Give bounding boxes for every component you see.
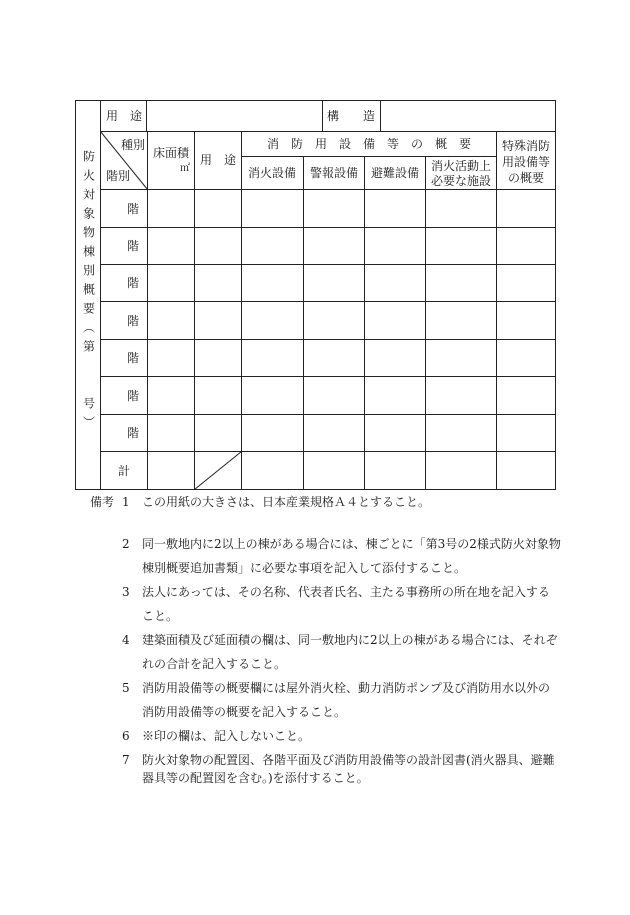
note-line: 棟別概要追加書類」に必要な事項を記入して添付すること。 [142,561,467,575]
note-body [136,537,561,585]
type-label: 種別 [121,138,146,152]
note-body [136,585,560,633]
note-body [136,633,560,681]
note-line: 消防用設備等の概要を記入すること。 [142,705,347,719]
extinguishing-label: 消火設備 [247,166,297,180]
note-line: 建築面積及び延面積の欄は、同一敷地内に2以上の棟がある場合には、それぞ [142,633,558,647]
note-6 [90,729,560,753]
note-5 [90,681,560,729]
floor-area-label: 床面積 [152,146,190,160]
note-line: ※印の欄は、記入しないこと。 [142,729,311,743]
floor-row-2: 階 [127,239,140,253]
floor-row-6: 階 [127,389,140,403]
side-title [80,150,96,438]
note-line: 法人にあっては、その名称、代表者氏名、主たる事務所の所在地を記入する [142,585,550,599]
notes-section [90,495,560,793]
note-body [136,729,560,753]
floor-label: 階別 [106,169,131,183]
alarm-label: 警報設備 [309,166,359,180]
firefighting-label-line1: 消火活動上 [430,159,492,173]
floor-row-7: 階 [127,426,140,440]
note-body [136,753,560,793]
note-line: 同一敷地内に2以上の棟がある場合には、棟ごとに「第3号の2様式防火対象物 [142,537,561,551]
floor-row-3: 階 [127,276,140,290]
special-label-line1: 特殊消防 [501,139,551,153]
note-body [136,681,560,729]
floor-row-5: 階 [127,351,140,365]
header-use-label: 用 途 [199,153,237,167]
note-number: 5 [122,681,130,695]
floor-row-4: 階 [127,314,140,328]
firefighting-label-line2: 必要な施設 [430,174,492,188]
note-number: 7 [122,753,130,767]
fire-equipment-title: 消 防 用 設 備 等 の 概 要 [266,137,472,151]
special-label-line3: の概要 [507,171,545,185]
total-row-label: 計 [118,464,131,478]
note-7 [90,753,560,793]
note-4 [90,633,560,681]
note-number: 2 [122,537,130,551]
floor-area-unit: ㎡ [180,163,190,174]
notes-heading: 備考 [90,495,115,509]
note-line: こと。 [142,609,179,623]
floor-row-1: 階 [127,202,140,216]
note-2 [90,537,560,585]
special-label-line2: 用設備等 [501,155,551,169]
note-1 [90,495,560,537]
note-line: れの合計を記入すること。 [142,657,287,671]
note-body [136,495,560,537]
note-line: 器具等の配置図を含む。)を添付すること。 [142,771,369,785]
note-number: 6 [122,729,130,743]
note-number: 4 [122,633,130,647]
note-number: 3 [122,585,130,599]
note-line: この用紙の大きさは、日本産業規格Ａ４とすること。 [142,495,431,509]
evacuation-label: 避難設備 [370,166,420,180]
note-number: 1 [122,495,130,509]
note-3 [90,585,560,633]
note-line: 防火対象物の配置図、各階平面及び消防用設備等の設計図書(消火器具、避難 [142,753,555,767]
use-label: 用 途 [105,109,143,123]
side-title-text: 防火対象物棟別概要（第 号） [81,150,96,435]
structure-label: 構 造 [326,109,376,123]
note-line: 消防用設備等の概要欄には屋外消火栓、動力消防ポンプ及び消防用水以外の [142,681,551,695]
